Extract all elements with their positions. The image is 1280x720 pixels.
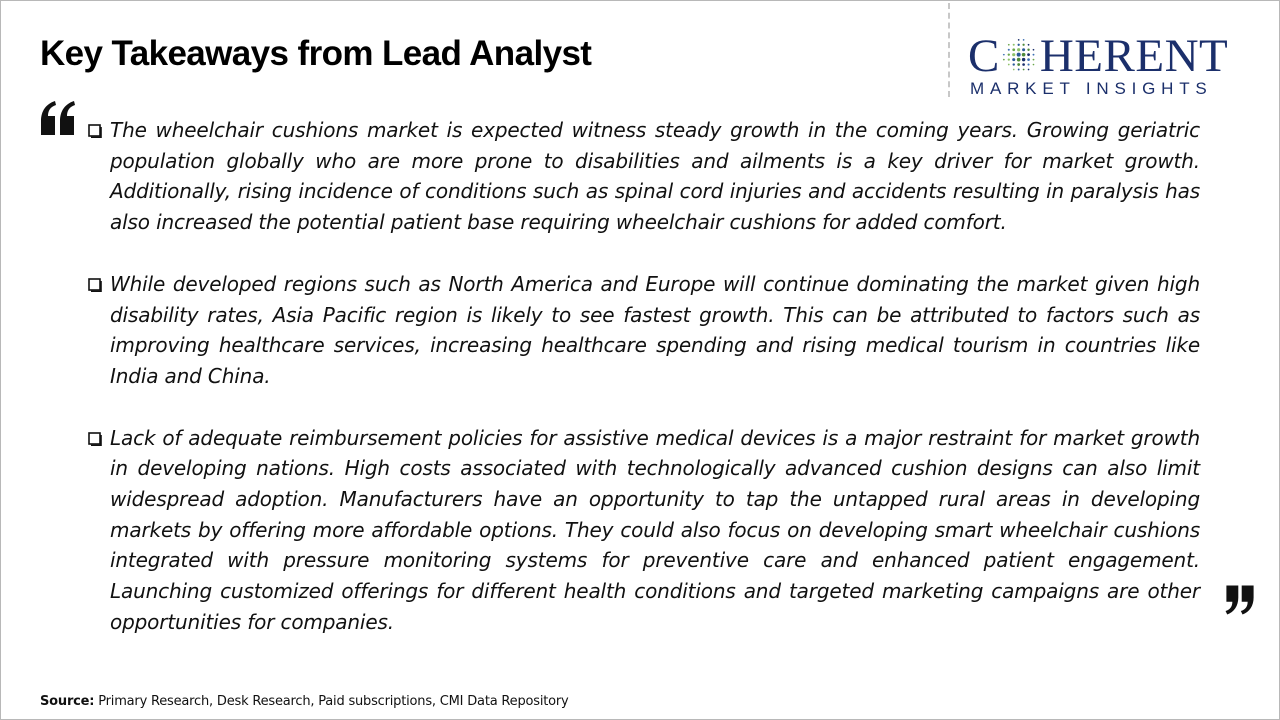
takeaway-text: Lack of adequate reimbursement policies for assistive medical devices is a major restraint for market growth in developing nations. High costs associated with technologically advanced cushion designs can also limit widespread adoption. Manufacturers have an opportunity to tap the untapped rural areas in developing markets by offering more affordable options. They could also focus on developing smart wheelchair cushions integrated with pressure monitoring systems for preventive care and enhanced patient engagement. Launching customized offerings for different health conditions and targeted marketing campaigns are other opportunities for companies.	[110, 425, 1200, 634]
takeaways-list	[86, 115, 1200, 669]
source-label: Source:	[40, 694, 95, 709]
takeaway-item	[86, 269, 1200, 392]
checkbox-icon	[88, 432, 102, 446]
logo-wordmark	[968, 32, 1228, 80]
checkbox-icon	[88, 124, 102, 138]
takeaway-item	[86, 115, 1200, 238]
close-quote-icon	[1222, 583, 1258, 617]
takeaway-text: The wheelchair cushions market is expected witness steady growth in the coming years. Growing geriatric population globally who are more prone to disabilities and ailments is a key driver for market growth. Additionally, rising incidence of conditions such as spinal cord injuries and accidents resulting in paralysis has also increased the potential patient base requiring wheelchair cushions for added comfort.	[110, 118, 1200, 235]
page-title: Key Takeaways from Lead Analyst	[40, 34, 592, 73]
takeaway-item	[86, 423, 1200, 638]
logo-wordmark-first: C	[968, 30, 1000, 82]
logo-wordmark-rest: HERENT	[1039, 30, 1229, 82]
source-text: Primary Research, Desk Research, Paid subscriptions, CMI Data Repository	[94, 694, 569, 709]
checkbox-icon	[88, 278, 102, 292]
logo-subtitle: MARKET INSIGHTS	[970, 79, 1213, 98]
header-divider	[948, 3, 950, 97]
source-note	[40, 694, 569, 709]
takeaway-text: While developed regions such as North America and Europe will continue dominating the market given high disability rates, Asia Pacific region is likely to see fastest growth. This can be attributed to factors such as improving healthcare services, increasing healthcare spending and rising medical tourism in countries like India and China.	[110, 271, 1200, 388]
open-quote-icon	[38, 98, 78, 138]
logo-globe-icon	[1001, 36, 1039, 76]
company-logo	[968, 32, 1262, 100]
